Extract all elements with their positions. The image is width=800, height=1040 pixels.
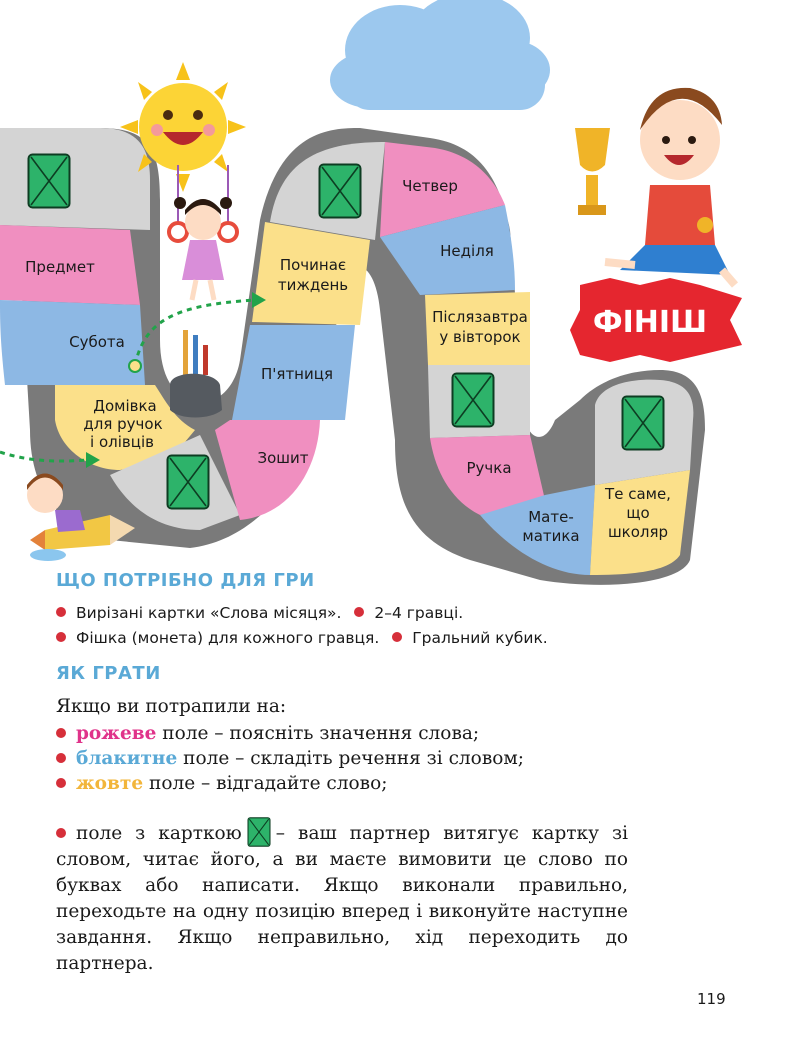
- rule-yellow-text: поле – відгадайте слово;: [143, 773, 388, 794]
- svg-text:у вівторок: у вівторок: [439, 328, 521, 346]
- svg-text:Четвер: Четвер: [402, 177, 458, 195]
- svg-text:Зошит: Зошит: [257, 449, 309, 467]
- svg-text:що: що: [626, 504, 650, 522]
- needs-item-players: 2–4 гравці.: [374, 604, 464, 622]
- card-icon: [29, 155, 70, 208]
- finish-badge: [570, 278, 742, 362]
- rule-pink-text: поле – поясніть значення слова;: [156, 723, 480, 744]
- board-cell-pochynaie: [252, 222, 370, 325]
- card-rule-end: – ваш партнер витягує картку зі словом, читає його, а ви маєте вимовити це слово по буквах або написати. Якщо виконали правильно, переходьте на одну позицію вперед і виконуйте наступне завдання. Якщо неправильно, хід переходить до партнера.: [56, 823, 628, 974]
- how-heading: ЯК ГРАТИ: [56, 663, 161, 684]
- needs-item-token: Фішка (монета) для кожного гравця.: [76, 629, 380, 647]
- svg-text:тиждень: тиждень: [277, 276, 349, 294]
- svg-text:Предмет: Предмет: [25, 258, 95, 276]
- bullet-icon: [56, 778, 66, 788]
- board-cell-subota: [0, 300, 145, 385]
- svg-text:для ручок: для ручок: [83, 415, 163, 433]
- rule-blue-text: поле – складіть речення зі словом;: [177, 748, 524, 769]
- bullet-icon: [56, 632, 66, 642]
- cloud: [330, 0, 550, 110]
- bullet-icon: [56, 753, 66, 763]
- rule-yellow: [56, 773, 387, 794]
- board-cell-te-same: [590, 470, 690, 575]
- svg-text:Неділя: Неділя: [440, 242, 494, 260]
- card-icon: [320, 165, 361, 218]
- pencil-holder-illustration: [170, 330, 222, 418]
- bullet-icon: [392, 632, 402, 642]
- bullet-icon: [56, 607, 66, 617]
- girl-illustration: [169, 165, 237, 300]
- bullet-icon: [56, 828, 66, 838]
- svg-text:Мате-: Мате-: [528, 508, 574, 526]
- board-cell-card-5: [595, 380, 693, 485]
- board-cell-card-4: [428, 365, 530, 438]
- svg-text:Субота: Субота: [69, 333, 125, 351]
- board-cell-card-1: [0, 128, 150, 230]
- needs-line-1: [56, 604, 463, 622]
- bullet-icon: [56, 728, 66, 738]
- rule-pink: [56, 723, 479, 744]
- bullet-icon: [354, 607, 364, 617]
- board-cell-piatnytsia: [232, 325, 355, 420]
- needs-heading: ЩО ПОТРІБНО ДЛЯ ГРИ: [56, 570, 315, 591]
- rule-blue-word: блакитне: [76, 748, 178, 769]
- svg-text:Починає: Починає: [279, 256, 347, 274]
- svg-text:Ручка: Ручка: [466, 459, 512, 477]
- card-icon: [623, 397, 664, 450]
- arrow-start-dot: [129, 360, 141, 372]
- card-icon: [246, 817, 272, 847]
- board-cell-predmet: [0, 225, 140, 305]
- rule-yellow-word: жовте: [76, 773, 144, 794]
- svg-text:матика: матика: [522, 527, 580, 545]
- card-rule-start: поле з карткою: [76, 823, 242, 844]
- svg-text:П'ятниця: П'ятниця: [261, 365, 333, 383]
- svg-text:школяр: школяр: [607, 523, 669, 541]
- rule-pink-word: рожеве: [76, 723, 157, 744]
- needs-item-dice: Гральний кубик.: [412, 629, 548, 647]
- card-icon: [453, 374, 494, 427]
- rule-blue: [56, 748, 524, 769]
- board-cell-pisliazavtra: [425, 292, 530, 365]
- card-rule-paragraph: [56, 817, 628, 977]
- needs-line-2: [56, 629, 548, 647]
- rules-intro: Якщо ви потрапили на:: [56, 696, 287, 717]
- card-icon: [168, 456, 209, 509]
- svg-text:Післязавтра: Післязавтра: [432, 308, 528, 326]
- page-number: 119: [697, 990, 726, 1008]
- svg-text:і олівців: і олівців: [90, 433, 154, 451]
- svg-text:ФІНІШ: ФІНІШ: [592, 305, 708, 340]
- svg-text:Те саме,: Те саме,: [605, 485, 671, 503]
- needs-item-cards: Вирізані картки «Слова місяця».: [76, 604, 342, 622]
- svg-text:Домівка: Домівка: [93, 397, 157, 415]
- boy-with-trophy-illustration: [575, 88, 735, 285]
